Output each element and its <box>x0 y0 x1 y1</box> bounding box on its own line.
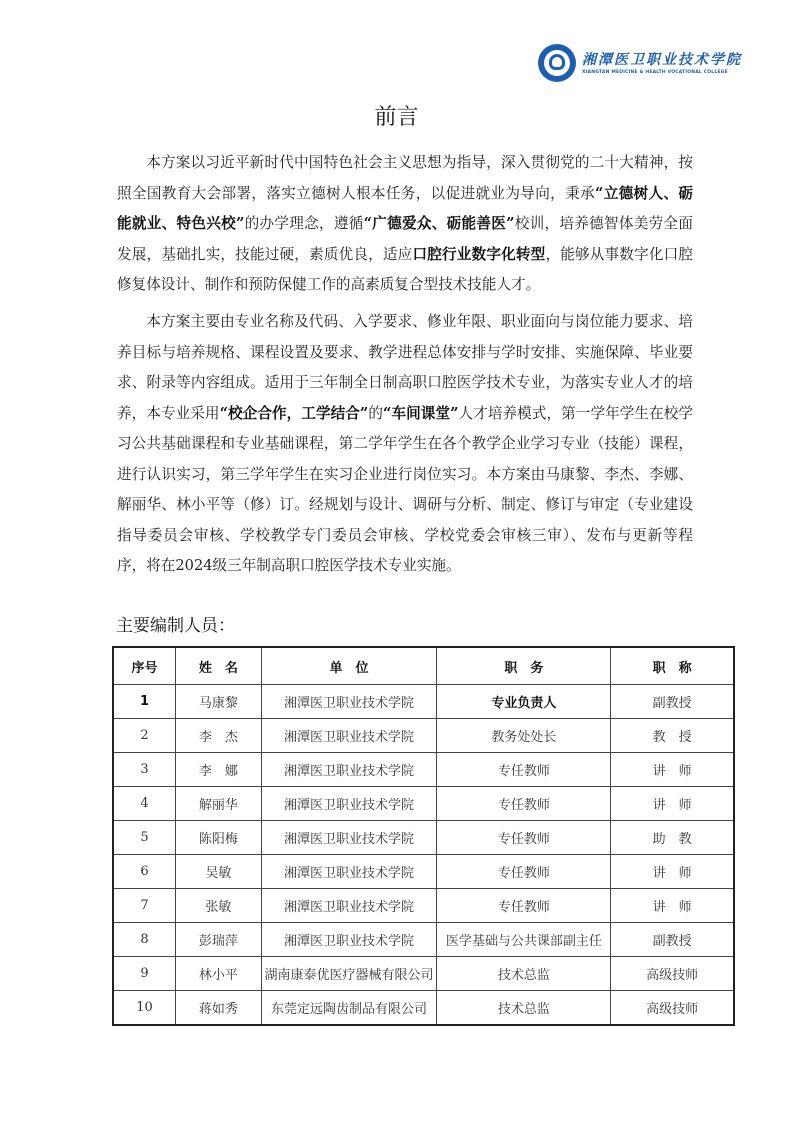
cell-no: 8 <box>113 923 176 957</box>
column-header-position: 职 务 <box>437 647 611 685</box>
cell-unit: 湘潭医卫职业技术学院 <box>261 821 437 855</box>
staff-heading: 主要编制人员： <box>116 616 235 636</box>
table-row <box>113 889 734 923</box>
cell-position: 专任教师 <box>437 821 611 855</box>
logo-english-name: XIANGTAN MEDICINE & HEALTH VOCATIONAL COLLEGE <box>582 69 728 75</box>
cell-unit: 湘潭医卫职业技术学院 <box>261 685 437 719</box>
text-segment: 的办学理念，遵循 <box>244 215 364 232</box>
cell-no: 10 <box>113 991 176 1026</box>
cell-position: 专任教师 <box>437 753 611 787</box>
cell-title: 副教授 <box>611 923 734 957</box>
cell-position: 专任教师 <box>437 787 611 821</box>
cell-title: 教 授 <box>611 719 734 753</box>
cell-position: 技术总监 <box>437 957 611 991</box>
table-row <box>113 923 734 957</box>
text-segment: 人才培养模式，第一学年学生在校学习公共基础课程和专业基础课程，第二学年学生在各个教学企业学习专业（技能）课程，进行认识实习，第三学年学生在实习企业进行岗位实习。本方案由马康黎、李杰、李娜、解丽华、林小平等（修）订。经规划与设计、调研与分析、制定、修订与审定（专业建设指导委员会审核、学校教学专门委员会审核、学校党委会审核三审）、发布与更新等程序，将在2024级三年制高职口腔医学技术专业实施。 <box>117 404 693 574</box>
cell-no: 2 <box>113 719 176 753</box>
table-header-row <box>113 647 734 685</box>
cell-title: 助 教 <box>611 821 734 855</box>
cell-no: 6 <box>113 855 176 889</box>
cell-position: 专业负责人 <box>437 685 611 719</box>
cell-position: 专任教师 <box>437 889 611 923</box>
cell-position: 教务处处长 <box>437 719 611 753</box>
cell-unit: 湘潭医卫职业技术学院 <box>261 753 437 787</box>
table-row <box>113 753 734 787</box>
cell-no: 7 <box>113 889 176 923</box>
logo-chinese-name: 湘潭医卫职业技术学院 <box>582 51 742 68</box>
college-logo <box>538 44 742 82</box>
text-segment: 的 <box>368 404 384 422</box>
table-row <box>113 821 734 855</box>
logo-text <box>582 51 742 76</box>
college-emblem-icon <box>538 44 576 82</box>
cell-title: 副教授 <box>611 685 734 719</box>
text-segment: 校训，培养德智体美劳全面发展，基础扎实，技能过硬，素质优良，适应 <box>117 215 693 263</box>
cell-name: 李 杰 <box>176 719 261 753</box>
bold-motto: “立德树人、砺能就业、特色兴校” <box>117 184 693 232</box>
column-header-name: 姓 名 <box>176 647 261 685</box>
bold-workshop-classroom: “车间课堂” <box>383 404 459 422</box>
cell-title: 高级技师 <box>611 957 734 991</box>
cell-unit: 湘潭医卫职业技术学院 <box>261 889 437 923</box>
table-row <box>113 855 734 889</box>
cell-title: 高级技师 <box>611 991 734 1026</box>
cell-name: 林小平 <box>176 957 261 991</box>
cell-unit: 东莞定远陶齿制品有限公司 <box>261 991 437 1026</box>
text-segment: ，能够从事数字化口腔修复体设计、制作和预防保健工作的高素质复合型技术技能人才。 <box>117 245 693 293</box>
column-header-no: 序号 <box>113 647 176 685</box>
cell-title: 讲 师 <box>611 855 734 889</box>
text-segment: 本方案以习近平新时代中国特色社会主义思想为指导，深入贯彻党的二十大精神，按照全国教育大会部署，落实立德树人根本任务，以促进就业为导向，秉承 <box>117 154 693 202</box>
bold-transformation: 口腔行业数字化转型 <box>412 245 546 263</box>
cell-name: 李 娜 <box>176 753 261 787</box>
cell-unit: 湘潭医卫职业技术学院 <box>261 787 437 821</box>
cell-no: 3 <box>113 753 176 787</box>
cell-name: 陈阳梅 <box>176 821 261 855</box>
cell-unit: 湘潭医卫职业技术学院 <box>261 855 437 889</box>
bold-school-motto: “广德爱众、砺能善医” <box>363 215 515 232</box>
cell-no: 9 <box>113 957 176 991</box>
cell-title: 讲 师 <box>611 889 734 923</box>
cell-name: 彭瑞萍 <box>176 923 261 957</box>
column-header-title: 职 称 <box>611 647 734 685</box>
cell-unit: 湘潭医卫职业技术学院 <box>261 923 437 957</box>
cell-position: 专任教师 <box>437 855 611 889</box>
column-header-unit: 单 位 <box>261 647 437 685</box>
table-row <box>113 685 734 719</box>
page-title: 前言 <box>374 105 419 130</box>
cell-name: 蒋如秀 <box>176 991 261 1026</box>
table-row <box>113 991 734 1026</box>
cell-name: 张敏 <box>176 889 261 923</box>
table-row <box>113 719 734 753</box>
table-row <box>113 957 734 991</box>
cell-position: 医学基础与公共课部副主任 <box>437 923 611 957</box>
cell-name: 解丽华 <box>176 787 261 821</box>
cell-name: 马康黎 <box>176 685 261 719</box>
staff-table <box>112 646 735 1026</box>
cell-unit: 湖南康泰优医疗器械有限公司 <box>261 957 437 991</box>
cell-name: 吴敏 <box>176 855 261 889</box>
table-row <box>113 787 734 821</box>
preface-paragraph-1 <box>117 148 693 301</box>
cell-no: 5 <box>113 821 176 855</box>
preface-paragraph-2 <box>117 307 693 582</box>
cell-title: 讲 师 <box>611 787 734 821</box>
cell-no: 4 <box>113 787 176 821</box>
cell-no: 1 <box>113 685 176 719</box>
cell-unit: 湘潭医卫职业技术学院 <box>261 719 437 753</box>
text-segment: 本方案主要由专业名称及代码、入学要求、修业年限、职业面向与岗位能力要求、培养目标与培养规格、课程设置及要求、教学进程总体安排与学时安排、实施保障、毕业要求、附录等内容组成。适用于三年制全日制高职口腔医学技术专业，为落实专业人才的培养，本专业采用 <box>117 313 693 422</box>
cell-position: 技术总监 <box>437 991 611 1026</box>
cell-title: 讲 师 <box>611 753 734 787</box>
bold-cooperation: “校企合作，工学结合” <box>219 404 369 422</box>
